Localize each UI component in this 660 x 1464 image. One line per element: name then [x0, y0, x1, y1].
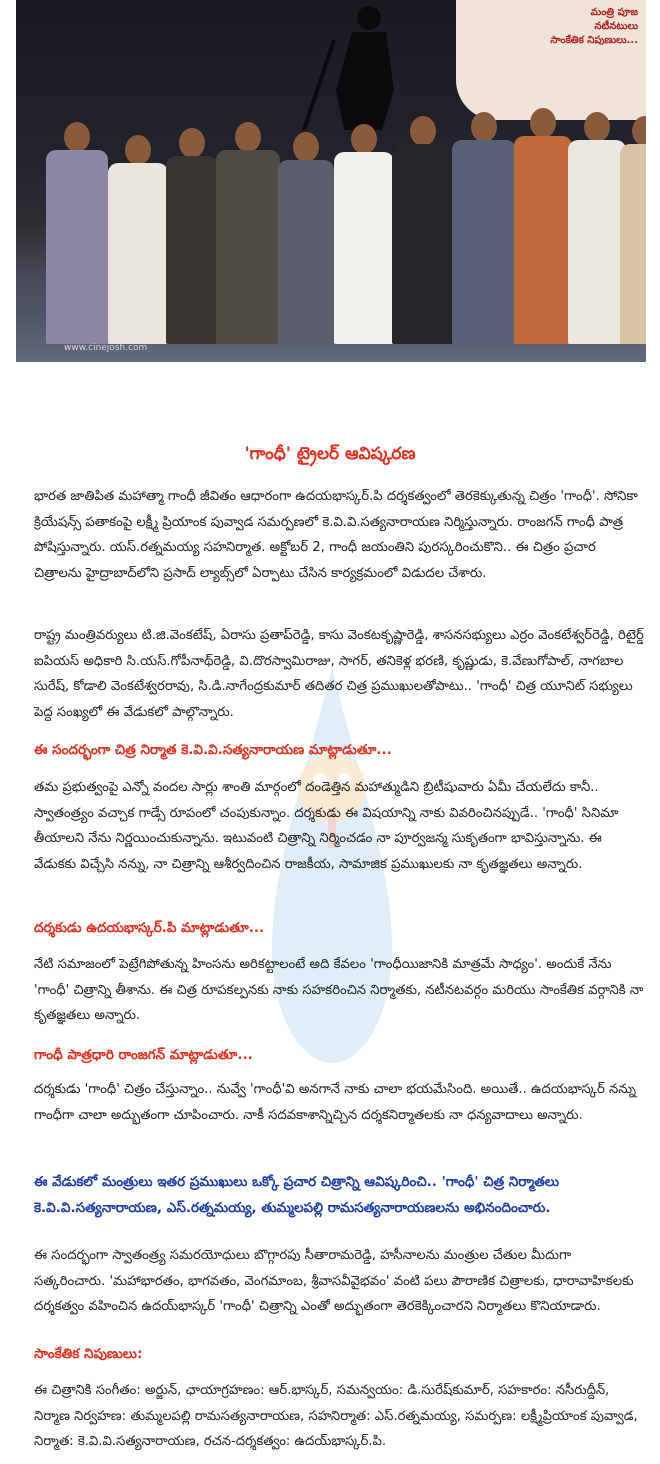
- highlight-felicitation: ఈ వేడుకలో మంత్రులు ఇతర ప్రముఖులు ఒక్కో ప్రచార చిత్రాన్ని ఆవిష్కరించి.. 'గాంధీ' చిత్ర నిర్మాతలు కె.వి.వి.సత్యనారాయణ, ఎస్.రత్నమయ్య, తుమ్మలపల్లి రామసత్యనారాయణలను అభినందించారు.: [34, 1174, 560, 1216]
- banner-line-1: మంత్రి పూజ: [590, 7, 638, 18]
- person: [216, 122, 280, 344]
- subheading-technicians: సాంకేతిక నిపుణులు:: [34, 1346, 143, 1362]
- paragraph-guests: రాష్ట్ర మంత్రివర్యులు టి.జి.వెంకటేష్, ఏరాసు ప్రతాప్‌రెడ్డి, కాసు వెంకటకృష్ణారెడ్డి, శాసనసభ్యులు ఎర్రం వెంకటేశ్వర్‌రెడ్డి, రిటైర్డ్ ఐపియస్ అధికారి సి.యస్.గోపీనాథ్‌రెడ్డి, వి.దొరస్వామిరాజు, సాగర్, తనికెళ్ల భరణి, కృష్ణుడు, కె.వేణుగోపాల్, నాగబాల సురేష్, కోడాలి వెంకటేశ్వరరావు, సి.డి.నాగేంద్రకుమార్ తదితర చిత్ర ప్రముఖులతోపాటు.. 'గాంధీ' చిత్ర యూనిట్ సభ్యులు పెద్ద సంఖ్యలో ఈ వేడుకలో పాల్గొన్నారు.: [34, 628, 644, 720]
- paragraph-honours: ఈ సందర్భంగా స్వాతంత్ర్య సమరయోధులు బొగ్గారపు సీతారామరెడ్డి, హసీనాలను మంత్రుల చేతుల మీదుగా సత్కరించారు. 'మహాభారతం, భాగవతం, వెంగమాంబ, శ్రీవాసవీవైభవం' వంటి పలు పౌరాణిక చిత్రాలకు, ధారావాహికలకు దర్శకత్వం వహించిన ఉదయ్‌భాస్కర్ 'గాంధీ' చిత్రాన్ని ఎంతో అద్భుతంగా తెరకెక్కించారని నిర్మాతలు కొనియాడారు.: [34, 1248, 634, 1314]
- person: [620, 116, 646, 344]
- person: [452, 112, 516, 344]
- person: [108, 135, 168, 344]
- person: [568, 112, 626, 344]
- person: [334, 124, 394, 344]
- paragraph-intro: భారత జాతిపిత మహాత్మా గాంధీ జీవితం ఆధారంగా ఉదయభాస్కర్.పి దర్శకత్వంలో తెరకెక్కుతున్న చిత్రం 'గాంధీ'. సోనికా క్రియేషన్స్ పతాకంపై లక్ష్మీ ప్రియాంక పువ్వాడ సమర్పణలో కె.వి.వి.సత్యనారాయణ నిర్మిస్తున్నారు. రాంజగన్ గాంధీ పాత్ర పోషిస్తున్నారు. యస్.రత్నమయ్య సహనిర్మాత. అక్టోబర్ 2, గాంధీ జయంతిని పురస్కరించుకొని.. ఈ చిత్రం ప్రచార చిత్రాలను హైద్రాబాద్‌లోని ప్రసాద్ ల్యాబ్స్‌లో ఏర్పాటు చేసిన కార్యక్రమంలో విడుదల చేశారు.: [34, 489, 638, 581]
- person: [278, 132, 334, 344]
- event-photo: [16, 0, 646, 362]
- person: [514, 108, 572, 344]
- person: [392, 116, 454, 344]
- subheading-lead-actor: గాంధీ పాత్రధారి రాంజగన్ మాట్లాడుతూ...: [34, 1047, 253, 1063]
- poster-banner: [456, 0, 646, 120]
- gandhi-silhouette-graphic: [274, 0, 424, 130]
- photo-watermark: www.cinejosh.com: [64, 343, 148, 353]
- article-title: 'గాంధీ' ట్రైలర్ ఆవిష్కరణ: [244, 444, 416, 464]
- paragraph-producer-speech: తమ ప్రభుత్వంపై ఎన్నో వందల సార్లు శాంతి మార్గంలో దండెత్తిన మహాత్ముడిని బ్రిటీషువారు ఏమీ చేయలేదు కానీ.. స్వాతంత్ర్యం వచ్చాక గాడ్సే రూపంలో చంపుకున్నాం. దర్శకుడు ఈ విషయాన్ని నాకు వివరించినప్పుడే.. 'గాంధీ' సినిమా తీయాలని నేను నిర్ణయించుకున్నాను. ఇటువంటి చిత్రాన్ని నిర్మించడం నా పూర్వజన్మ సుకృతంగా భావిస్తున్నాను. ఈ వేడుకకు విచ్చేసి నన్ను, నా చిత్రాన్ని ఆశీర్వదించిన రాజకీయ, సామాజిక ప్రముఖులకు నా కృతజ్ఞతలు అన్నారు.: [34, 780, 619, 872]
- person: [46, 122, 108, 344]
- banner-line-3: సాంకేతిక నిపుణులు...: [550, 35, 638, 46]
- paragraph-director-speech: నేటి సమాజంలో పెట్రేగిపోతున్న హింసను అరికట్టాలంటే అది కేవలం 'గాంధీయిజానికి మాత్రమే సాధ్యం'. అందుకే నేను 'గాంధీ' చిత్రాన్ని తీశాను. ఈ చిత్ర రూపకల్పనకు నాకు సహకరించిన నిర్మాతకు, నటీనటవర్గం మరియు సాంకేతిక వర్గానికి నా కృతజ్ఞతలు అన్నారు.: [34, 957, 644, 1023]
- paragraph-credits: ఈ చిత్రానికి సంగీతం: అర్జున్, ఛాయాగ్రహణం: ఆర్.భాస్కర్, సమన్వయం: డి.సురేష్‌కుమార్, సహకారం: నసీరుద్దీన్, నిర్మాణ నిర్వహణ: తుమ్మలపల్లి రామసత్యనారాయణ, సహనిర్మాత: ఎస్.రత్నమయ్య, సమర్పణ: లక్ష్మీప్రియాంక పువ్వాడ, నిర్మాత: కె.వి.వి.సత్యనారాయణ, రచన-దర్శకత్వం: ఉదయ్‌భాస్కర్.పి.: [34, 1383, 638, 1449]
- banner-line-2: నటీనటులు: [594, 21, 638, 32]
- paragraph-actor-speech: దర్శకుడు 'గాంధీ' చిత్రం చేస్తున్నాం.. నువ్వే 'గాంధీ'వి అనగానే నాకు చాలా భయమేసింది. అయితే.. ఉదయభాస్కర్ నన్ను గాంధీగా చాలా అద్భుతంగా చూపించారు. నాకీ సదవకాశాన్నిచ్చిన దర్శకనిర్మాతలకు నా ధన్యవాదాలు అన్నారు.: [34, 1082, 637, 1123]
- subheading-director: దర్శకుడు ఉదయభాస్కర్.పి మాట్లాడుతూ...: [34, 920, 265, 936]
- person: [166, 128, 218, 344]
- subheading-producer: ఈ సందర్భంగా చిత్ర నిర్మాత కె.వి.వి.సత్యనారాయణ మాట్లాడుతూ...: [34, 742, 392, 758]
